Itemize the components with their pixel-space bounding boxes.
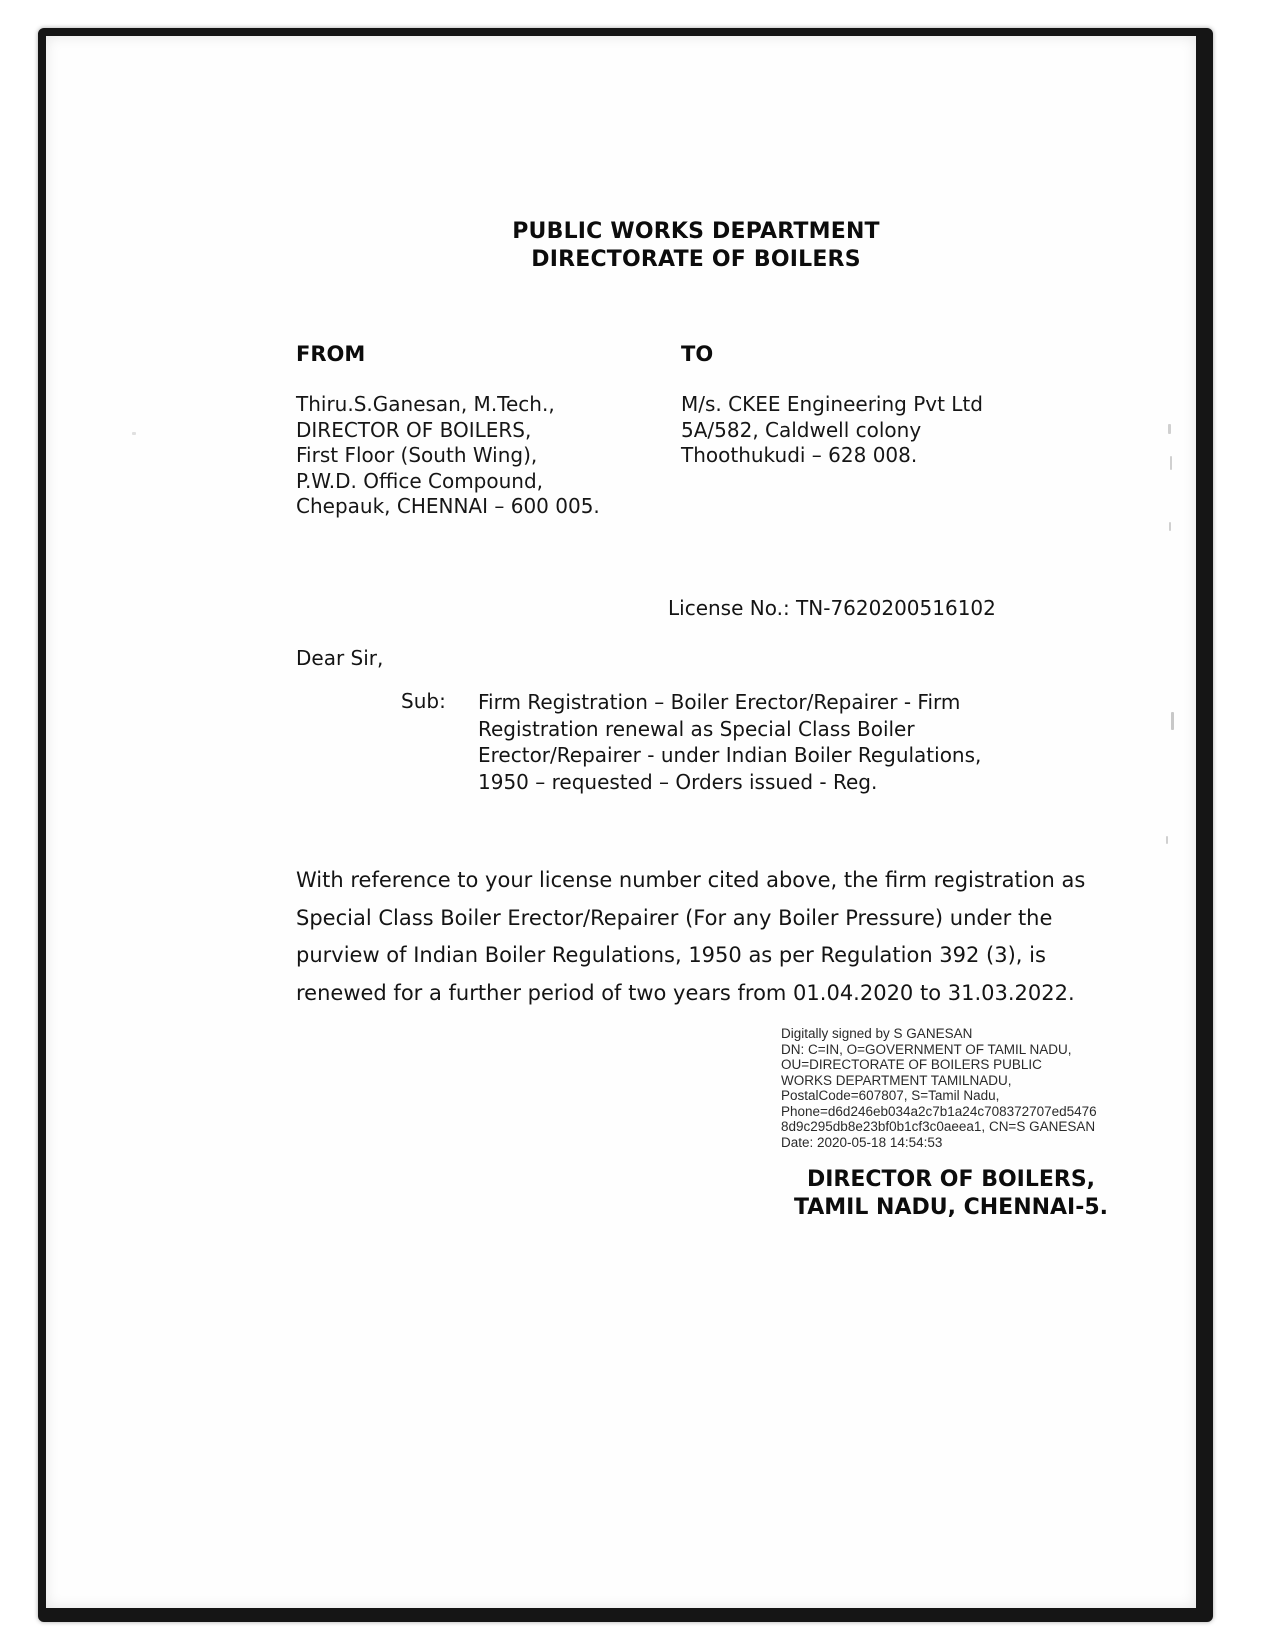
from-label: FROM: [296, 342, 366, 366]
scan-artifact: [1170, 456, 1172, 470]
letter-document: [46, 36, 1196, 1608]
to-address: [681, 392, 983, 469]
scan-artifact: [132, 432, 136, 435]
to-address-line: 5A/582, Caldwell colony: [681, 417, 922, 442]
scan-artifact: [1169, 522, 1171, 531]
subject-line: Erector/Repairer - under Indian Boiler Regulations,: [478, 743, 982, 767]
body-paragraph: [296, 862, 1085, 1012]
letter-header: [386, 218, 1006, 274]
subject-line: Firm Registration – Boiler Erector/Repairer - Firm: [478, 690, 961, 714]
subject-label: Sub:: [401, 689, 446, 713]
page-scan-frame: [38, 28, 1213, 1622]
page-surface: [46, 36, 1196, 1608]
from-address-line: First Floor (South Wing),: [296, 443, 538, 467]
body-line: renewed for a further period of two years from 01.04.2020 to 31.03.2022.: [296, 980, 1075, 1005]
digital-signature-line: WORKS DEPARTMENT TAMILNADU,: [781, 1072, 1012, 1088]
header-line-1: PUBLIC WORKS DEPARTMENT: [512, 219, 880, 244]
from-address-line: Thiru.S.Ganesan, M.Tech.,: [296, 392, 555, 416]
signatory-line-2: TAMIL NADU, CHENNAI-5.: [793, 1195, 1109, 1220]
to-label: TO: [681, 342, 714, 366]
salutation: Dear Sir,: [296, 646, 384, 670]
from-address-line: P.W.D. Office Compound,: [296, 468, 544, 493]
subject-line: 1950 – requested – Orders issued - Reg.: [478, 769, 878, 794]
signatory-line-1: DIRECTOR OF BOILERS,: [806, 1167, 1096, 1192]
scan-artifact: [1166, 836, 1168, 844]
from-address-line: Chepauk, CHENNAI – 600 005.: [296, 494, 600, 518]
scan-artifact: [1171, 712, 1174, 730]
digital-signature-line: 8d9c295db8e23bf0b1cf3c0aeea1, CN=S GANESAN: [781, 1119, 1096, 1134]
body-line: purview of Indian Boiler Regulations, 1950 as per Regulation 392 (3), is: [296, 943, 1046, 967]
digital-signature-line: Digitally signed by S GANESAN: [781, 1026, 973, 1041]
header-line-2: DIRECTORATE OF BOILERS: [531, 247, 861, 272]
body-line: With reference to your license number cited above, the firm registration as: [296, 868, 1086, 892]
subject-line: Registration renewal as Special Class Boiler: [478, 716, 915, 741]
digital-signature-line: Phone=d6d246eb034a2c7b1a24c708372707ed5476: [781, 1103, 1097, 1119]
digital-signature-line: PostalCode=607807, S=Tamil Nadu,: [781, 1088, 1000, 1103]
to-address-line: Thoothukudi – 628 008.: [681, 443, 918, 467]
to-address-line: M/s. CKEE Engineering Pvt Ltd: [681, 392, 983, 416]
signatory-designation: [741, 1166, 1161, 1222]
digital-signature-line: Date: 2020-05-18 14:54:53: [781, 1134, 943, 1150]
subject-text: [478, 689, 981, 795]
from-address: [296, 392, 600, 520]
digital-signature-details: [781, 1026, 1097, 1150]
body-line: Special Class Boiler Erector/Repairer (For any Boiler Pressure) under the: [296, 905, 1053, 930]
from-address-line: DIRECTOR OF BOILERS,: [296, 417, 532, 442]
scan-artifact: [1168, 424, 1171, 434]
digital-signature-line: DN: C=IN, O=GOVERNMENT OF TAMIL NADU,: [781, 1041, 1072, 1057]
digital-signature-line: OU=DIRECTORATE OF BOILERS PUBLIC: [781, 1057, 1042, 1072]
license-number: License No.: TN-7620200516102: [668, 596, 996, 620]
